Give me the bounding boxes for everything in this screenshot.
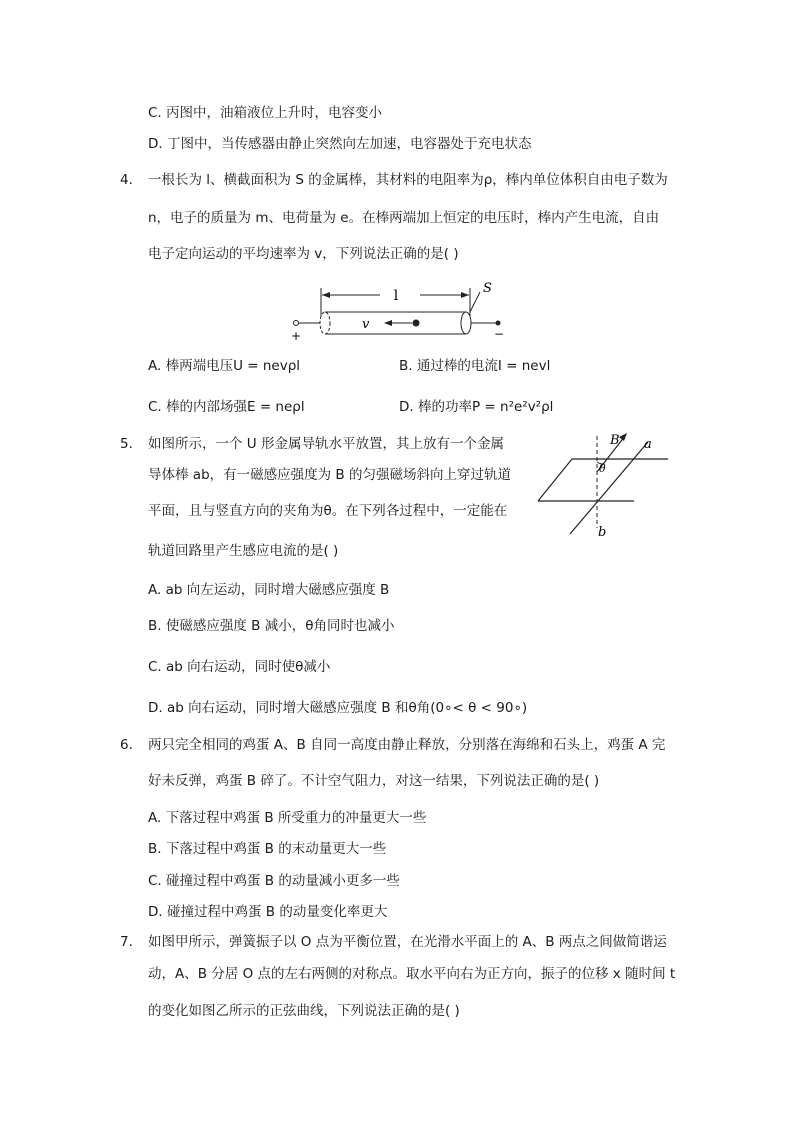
- rod-end-b-label: b: [598, 525, 607, 540]
- q7-stem-line3: 的变化如图乙所示的正弦曲线，下列说法正确的是( ): [148, 1003, 460, 1019]
- q6-option-d: D. 碰撞过程中鸡蛋 B 的动量变化率更大: [148, 904, 388, 920]
- q4-option-d: D. 棒的功率P = n²e²v²ρl: [399, 399, 554, 415]
- q7-stem-line2: 动，A、B 分居 O 点的左右两侧的对称点。取水平向右为正方向，振子的位移 x 随时间 t: [148, 966, 676, 982]
- q3-option-c: C. 丙图中，油箱液位上升时，电容变小: [148, 105, 383, 121]
- q6-option-c: C. 碰撞过程中鸡蛋 B 的动量减小更多一些: [148, 873, 400, 889]
- q5-option-a: A. ab 向左运动，同时增大磁感应强度 B: [148, 582, 390, 598]
- rod-end-a-label: a: [644, 437, 652, 452]
- q5-rail-diagram: [530, 428, 680, 540]
- q6-option-a: A. 下落过程中鸡蛋 B 所受重力的冲量更大一些: [148, 810, 427, 826]
- q4-stem-line2: n，电子的质量为 m、电荷量为 e。在棒两端加上恒定的电压时，棒内产生电流，自由: [148, 210, 660, 226]
- q5-option-b: B. 使磁感应强度 B 减小，θ角同时也减小: [148, 618, 395, 634]
- angle-label: θ: [599, 462, 606, 475]
- q7-number: 7.: [120, 934, 133, 950]
- q4-rod-diagram: [280, 278, 520, 346]
- q6-number: 6.: [120, 737, 133, 753]
- velocity-label: v: [362, 317, 370, 332]
- q6-stem-line1: 两只完全相同的鸡蛋 A、B 自同一高度由静止释放，分别落在海绵和石头上，鸡蛋 A 完: [148, 737, 666, 753]
- q5-stem-line1: 如图所示，一个 U 形金属导轨水平放置，其上放有一个金属: [148, 436, 504, 452]
- q4-number: 4.: [120, 172, 133, 188]
- area-label: S: [483, 281, 492, 296]
- q5-number: 5.: [120, 436, 133, 452]
- q5-option-c: C. ab 向右运动，同时使θ减小: [148, 659, 331, 675]
- rod-length-label: l: [393, 288, 399, 304]
- q4-stem-line1: 一根长为 l、横截面积为 S 的金属棒，其材料的电阻率为ρ，棒内单位体积自由电子数为: [148, 172, 668, 188]
- q5-option-d: D. ab 向右运动，同时增大磁感应强度 B 和θ角(0∘< θ < 90∘): [148, 700, 528, 716]
- q7-stem-line1: 如图甲所示，弹簧振子以 O 点为平衡位置，在光滑水平面上的 A、B 两点之间做简谐运: [148, 934, 667, 950]
- field-label: B: [610, 433, 620, 448]
- minus-terminal-label: −: [494, 327, 505, 341]
- q4-option-b: B. 通过棒的电流I = nevl: [399, 358, 551, 374]
- plus-terminal-label: +: [291, 329, 302, 343]
- q5-stem-line3: 平面，且与竖直方向的夹角为θ。在下列各过程中，一定能在: [148, 503, 508, 519]
- q4-option-a: A. 棒两端电压U = nevρl: [148, 358, 301, 374]
- q3-option-d: D. 丁图中，当传感器由静止突然向左加速，电容器处于充电状态: [148, 136, 532, 152]
- q4-option-c: C. 棒的内部场强E = neρl: [148, 399, 305, 415]
- q5-stem-line2: 导体棒 ab，有一磁感应强度为 B 的匀强磁场斜向上穿过轨道: [148, 467, 511, 483]
- q4-stem-line3: 电子定向运动的平均速率为 v，下列说法正确的是( ): [148, 246, 459, 262]
- q6-stem-line2: 好未反弹，鸡蛋 B 碎了。不计空气阻力，对这一结果，下列说法正确的是( ): [148, 773, 600, 789]
- q6-option-b: B. 下落过程中鸡蛋 B 的末动量更大一些: [148, 841, 387, 857]
- q5-stem-line4: 轨道回路里产生感应电流的是( ): [148, 543, 339, 559]
